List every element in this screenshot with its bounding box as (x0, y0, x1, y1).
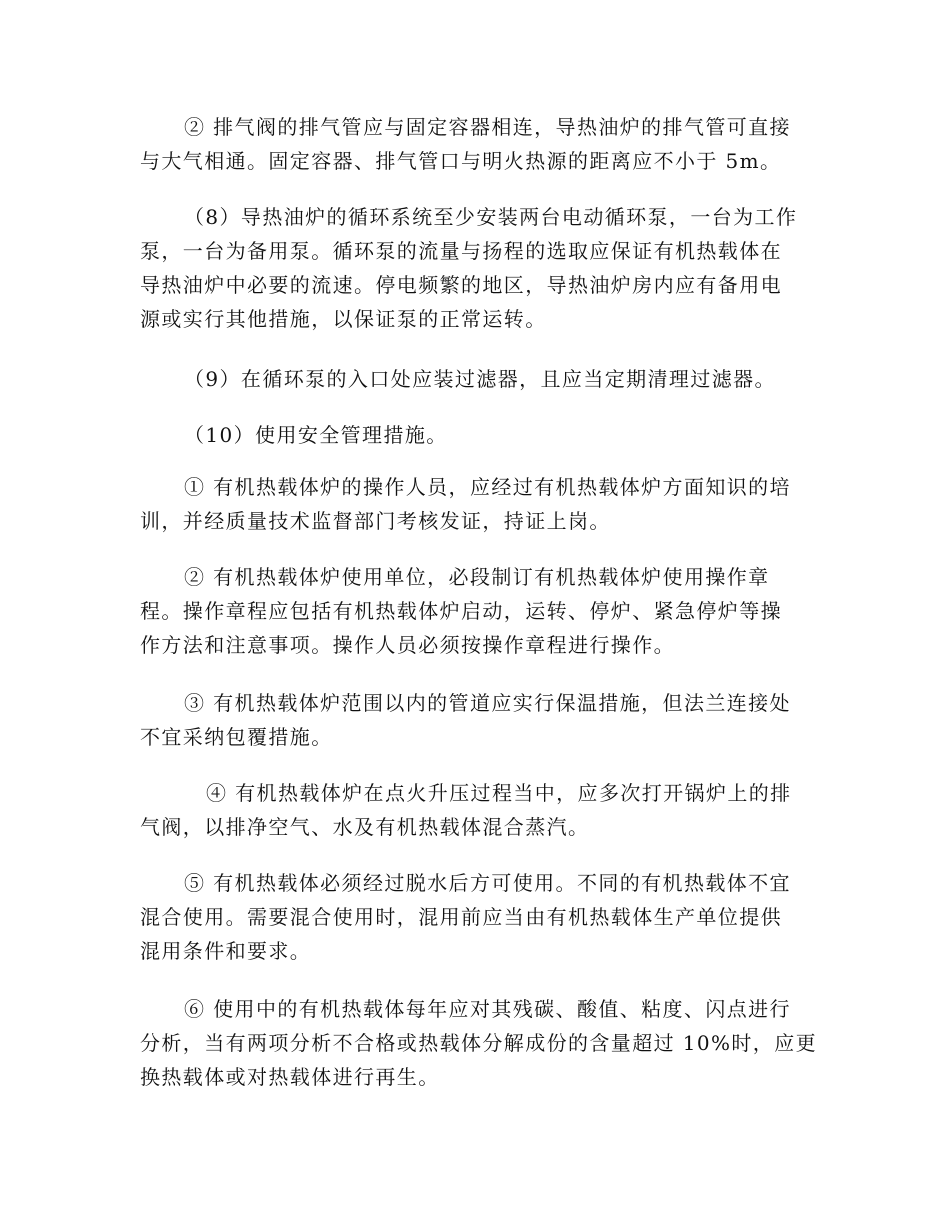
text-line: 泵，一台为备用泵。循环泵的流量与扬程的选取应保证有机热载体在 (140, 239, 782, 263)
text-line: ④ 有机热载体炉在点火升压过程当中，应多次打开锅炉上的排 (206, 781, 792, 805)
text-line: 气阀，以排净空气、水及有机热载体混合蒸汽。 (140, 815, 590, 839)
text-line: （9）在循环泵的入口处应装过滤器，且应当定期清理过滤器。 (184, 367, 776, 391)
paragraph-item-10 (140, 418, 820, 452)
text-line: （8）导热油炉的循环系统至少安装两台电动循环泵，一台为工作 (184, 205, 798, 229)
text-line: ⑤ 有机热载体必须经过脱水后方可使用。不同的有机热载体不宜 (184, 871, 791, 895)
text-line: ② 有机热载体炉使用单位，必段制订有机热载体炉使用操作章 (184, 565, 770, 589)
text-line: 混用条件和要求。 (140, 939, 312, 963)
text-line: ① 有机热载体炉的操作人员，应经过有机热载体炉方面知识的培 (184, 475, 791, 499)
text-line: ② 排气阀的排气管应与固定容器相连，导热油炉的排气管可直接 (184, 115, 791, 139)
paragraph-item-8 (140, 200, 820, 336)
text-line: 导热油炉中必要的流速。停电频繁的地区，导热油炉房内应有备用电 (140, 273, 782, 297)
text-line: 作方法和注意事项。操作人员必须按操作章程进行操作。 (140, 633, 675, 657)
paragraph-exhaust-pipe (140, 110, 820, 178)
paragraph-item-9 (140, 362, 820, 396)
text-line: 训，并经质量技术监督部门考核发证，持证上岗。 (140, 509, 611, 533)
text-line: ⑥ 使用中的有机热载体每年应对其残碳、酸值、粘度、闪点进行 (184, 997, 791, 1021)
text-line: 混合使用。需要混合使用时，混用前应当由有机热载体生产单位提供 (140, 905, 782, 929)
paragraph-measure-3 (140, 686, 820, 754)
text-line: 换热载体或对热载体进行再生。 (140, 1065, 440, 1089)
text-line: （10）使用安全管理措施。 (184, 423, 448, 447)
text-line: ③ 有机热载体炉范围以内的管道应实行保温措施，但法兰连接处 (184, 691, 791, 715)
text-line: 分析，当有两项分析不合格或热载体分解成份的含量超过 10%时，应更 (140, 1031, 818, 1055)
paragraph-measure-2 (140, 560, 820, 662)
paragraph-measure-1 (140, 470, 820, 538)
paragraph-measure-4 (140, 776, 820, 844)
text-line: 与大气相通。固定容器、排气管口与明火热源的距离应不小于 5m。 (140, 149, 782, 173)
text-line: 程。操作章程应包括有机热载体炉启动，运转、停炉、紧急停炉等操 (140, 599, 782, 623)
text-line: 不宜采纳包覆措施。 (140, 725, 333, 749)
paragraph-measure-5 (140, 866, 820, 968)
paragraph-measure-6 (140, 992, 820, 1094)
text-line: 源或实行其他措施，以保证泵的正常运转。 (140, 307, 547, 331)
